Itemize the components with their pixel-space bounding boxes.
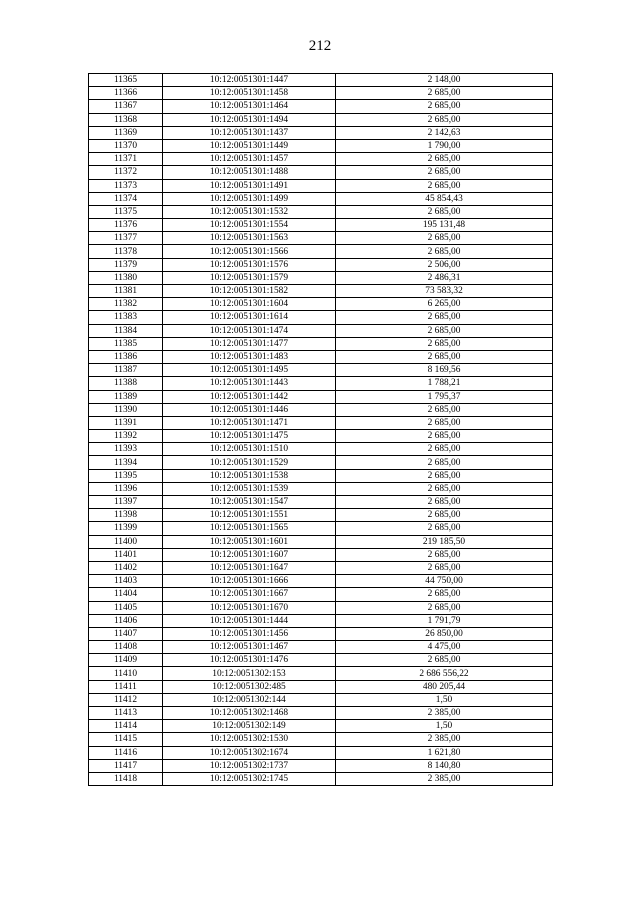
cadastral-number-cell: 10:12:0051301:1565 xyxy=(163,522,336,535)
registry-table-body xyxy=(89,74,553,786)
row-number-cell: 11381 xyxy=(89,285,163,298)
cadastral-number-cell: 10:12:0051301:1576 xyxy=(163,258,336,271)
table-row xyxy=(89,87,553,100)
cadastral-number-cell: 10:12:0051301:1483 xyxy=(163,350,336,363)
row-number-cell: 11418 xyxy=(89,772,163,785)
table-row xyxy=(89,350,553,363)
row-number-cell: 11402 xyxy=(89,561,163,574)
row-number-cell: 11383 xyxy=(89,311,163,324)
value-cell: 480 205,44 xyxy=(336,680,553,693)
table-row xyxy=(89,245,553,258)
row-number-cell: 11375 xyxy=(89,205,163,218)
value-cell: 1 788,21 xyxy=(336,377,553,390)
row-number-cell: 11377 xyxy=(89,232,163,245)
value-cell: 2 685,00 xyxy=(336,482,553,495)
cadastral-number-cell: 10:12:0051301:1647 xyxy=(163,561,336,574)
value-cell: 2 685,00 xyxy=(336,153,553,166)
table-row xyxy=(89,522,553,535)
value-cell: 2 685,00 xyxy=(336,509,553,522)
cadastral-number-cell: 10:12:0051301:1563 xyxy=(163,232,336,245)
table-row xyxy=(89,377,553,390)
cadastral-number-cell: 10:12:0051302:485 xyxy=(163,680,336,693)
value-cell: 2 685,00 xyxy=(336,100,553,113)
row-number-cell: 11376 xyxy=(89,219,163,232)
cadastral-number-cell: 10:12:0051301:1464 xyxy=(163,100,336,113)
row-number-cell: 11370 xyxy=(89,139,163,152)
value-cell: 2 685,00 xyxy=(336,469,553,482)
row-number-cell: 11417 xyxy=(89,759,163,772)
table-row xyxy=(89,667,553,680)
table-row xyxy=(89,561,553,574)
value-cell: 4 475,00 xyxy=(336,641,553,654)
row-number-cell: 11373 xyxy=(89,179,163,192)
row-number-cell: 11415 xyxy=(89,733,163,746)
value-cell: 2 148,00 xyxy=(336,74,553,87)
table-row xyxy=(89,205,553,218)
row-number-cell: 11369 xyxy=(89,126,163,139)
value-cell: 2 685,00 xyxy=(336,232,553,245)
cadastral-number-cell: 10:12:0051301:1604 xyxy=(163,298,336,311)
cadastral-number-cell: 10:12:0051301:1579 xyxy=(163,271,336,284)
row-number-cell: 11378 xyxy=(89,245,163,258)
cadastral-number-cell: 10:12:0051301:1667 xyxy=(163,588,336,601)
value-cell: 2 686 556,22 xyxy=(336,667,553,680)
cadastral-number-cell: 10:12:0051301:1510 xyxy=(163,443,336,456)
value-cell: 2 685,00 xyxy=(336,601,553,614)
cadastral-number-cell: 10:12:0051301:1474 xyxy=(163,324,336,337)
cadastral-number-cell: 10:12:0051301:1458 xyxy=(163,87,336,100)
value-cell: 2 385,00 xyxy=(336,707,553,720)
row-number-cell: 11374 xyxy=(89,192,163,205)
cadastral-number-cell: 10:12:0051301:1475 xyxy=(163,430,336,443)
table-row xyxy=(89,430,553,443)
cadastral-number-cell: 10:12:0051301:1499 xyxy=(163,192,336,205)
table-row xyxy=(89,693,553,706)
row-number-cell: 11367 xyxy=(89,100,163,113)
row-number-cell: 11387 xyxy=(89,364,163,377)
table-row xyxy=(89,720,553,733)
row-number-cell: 11395 xyxy=(89,469,163,482)
cadastral-number-cell: 10:12:0051301:1457 xyxy=(163,153,336,166)
value-cell: 2 142,63 xyxy=(336,126,553,139)
table-row xyxy=(89,654,553,667)
value-cell: 45 854,43 xyxy=(336,192,553,205)
cadastral-number-cell: 10:12:0051301:1444 xyxy=(163,614,336,627)
table-row xyxy=(89,416,553,429)
table-row xyxy=(89,733,553,746)
table-row xyxy=(89,680,553,693)
value-cell: 2 685,00 xyxy=(336,496,553,509)
value-cell: 73 583,32 xyxy=(336,285,553,298)
value-cell: 219 185,50 xyxy=(336,535,553,548)
table-row xyxy=(89,601,553,614)
cadastral-number-cell: 10:12:0051301:1477 xyxy=(163,337,336,350)
table-row xyxy=(89,535,553,548)
table-row xyxy=(89,139,553,152)
value-cell: 1 790,00 xyxy=(336,139,553,152)
cadastral-number-cell: 10:12:0051301:1670 xyxy=(163,601,336,614)
cadastral-number-cell: 10:12:0051301:1443 xyxy=(163,377,336,390)
value-cell: 2 685,00 xyxy=(336,324,553,337)
row-number-cell: 11396 xyxy=(89,482,163,495)
value-cell: 2 685,00 xyxy=(336,179,553,192)
cadastral-number-cell: 10:12:0051301:1449 xyxy=(163,139,336,152)
cadastral-number-cell: 10:12:0051301:1456 xyxy=(163,627,336,640)
table-row xyxy=(89,258,553,271)
value-cell: 8 140,80 xyxy=(336,759,553,772)
value-cell: 2 685,00 xyxy=(336,113,553,126)
value-cell: 1 795,37 xyxy=(336,390,553,403)
cadastral-number-cell: 10:12:0051301:1488 xyxy=(163,166,336,179)
cadastral-number-cell: 10:12:0051301:1666 xyxy=(163,575,336,588)
value-cell: 2 685,00 xyxy=(336,245,553,258)
value-cell: 2 385,00 xyxy=(336,733,553,746)
table-row xyxy=(89,627,553,640)
cadastral-number-cell: 10:12:0051301:1566 xyxy=(163,245,336,258)
table-row xyxy=(89,100,553,113)
value-cell: 2 685,00 xyxy=(336,522,553,535)
row-number-cell: 11400 xyxy=(89,535,163,548)
cadastral-number-cell: 10:12:0051301:1476 xyxy=(163,654,336,667)
cadastral-number-cell: 10:12:0051302:1674 xyxy=(163,746,336,759)
value-cell: 2 685,00 xyxy=(336,548,553,561)
row-number-cell: 11409 xyxy=(89,654,163,667)
cadastral-number-cell: 10:12:0051301:1446 xyxy=(163,403,336,416)
row-number-cell: 11385 xyxy=(89,337,163,350)
table-row xyxy=(89,575,553,588)
row-number-cell: 11398 xyxy=(89,509,163,522)
row-number-cell: 11394 xyxy=(89,456,163,469)
row-number-cell: 11366 xyxy=(89,87,163,100)
cadastral-number-cell: 10:12:0051302:144 xyxy=(163,693,336,706)
cadastral-number-cell: 10:12:0051301:1582 xyxy=(163,285,336,298)
cadastral-number-cell: 10:12:0051302:149 xyxy=(163,720,336,733)
table-row xyxy=(89,707,553,720)
table-row xyxy=(89,153,553,166)
table-row xyxy=(89,403,553,416)
row-number-cell: 11404 xyxy=(89,588,163,601)
table-row xyxy=(89,166,553,179)
table-row xyxy=(89,496,553,509)
value-cell: 1,50 xyxy=(336,720,553,733)
value-cell: 2 685,00 xyxy=(336,654,553,667)
row-number-cell: 11407 xyxy=(89,627,163,640)
row-number-cell: 11403 xyxy=(89,575,163,588)
row-number-cell: 11416 xyxy=(89,746,163,759)
row-number-cell: 11371 xyxy=(89,153,163,166)
value-cell: 1 621,80 xyxy=(336,746,553,759)
row-number-cell: 11391 xyxy=(89,416,163,429)
row-number-cell: 11393 xyxy=(89,443,163,456)
cadastral-number-cell: 10:12:0051301:1437 xyxy=(163,126,336,139)
value-cell: 2 685,00 xyxy=(336,337,553,350)
value-cell: 26 850,00 xyxy=(336,627,553,640)
table-row xyxy=(89,311,553,324)
row-number-cell: 11414 xyxy=(89,720,163,733)
row-number-cell: 11406 xyxy=(89,614,163,627)
table-row xyxy=(89,614,553,627)
table-row xyxy=(89,113,553,126)
table-row xyxy=(89,746,553,759)
value-cell: 195 131,48 xyxy=(336,219,553,232)
row-number-cell: 11389 xyxy=(89,390,163,403)
row-number-cell: 11408 xyxy=(89,641,163,654)
value-cell: 8 169,56 xyxy=(336,364,553,377)
value-cell: 6 265,00 xyxy=(336,298,553,311)
cadastral-number-cell: 10:12:0051302:1530 xyxy=(163,733,336,746)
value-cell: 2 385,00 xyxy=(336,772,553,785)
table-row xyxy=(89,192,553,205)
row-number-cell: 11405 xyxy=(89,601,163,614)
cadastral-number-cell: 10:12:0051301:1614 xyxy=(163,311,336,324)
table-row xyxy=(89,74,553,87)
table-row xyxy=(89,641,553,654)
row-number-cell: 11412 xyxy=(89,693,163,706)
row-number-cell: 11379 xyxy=(89,258,163,271)
cadastral-number-cell: 10:12:0051301:1491 xyxy=(163,179,336,192)
row-number-cell: 11388 xyxy=(89,377,163,390)
cadastral-number-cell: 10:12:0051301:1471 xyxy=(163,416,336,429)
cadastral-number-cell: 10:12:0051301:1607 xyxy=(163,548,336,561)
cadastral-number-cell: 10:12:0051302:153 xyxy=(163,667,336,680)
table-row xyxy=(89,324,553,337)
table-row xyxy=(89,456,553,469)
cadastral-number-cell: 10:12:0051301:1495 xyxy=(163,364,336,377)
value-cell: 2 685,00 xyxy=(336,456,553,469)
table-row xyxy=(89,772,553,785)
row-number-cell: 11386 xyxy=(89,350,163,363)
table-row xyxy=(89,509,553,522)
value-cell: 2 685,00 xyxy=(336,430,553,443)
value-cell: 2 685,00 xyxy=(336,416,553,429)
cadastral-number-cell: 10:12:0051302:1468 xyxy=(163,707,336,720)
row-number-cell: 11392 xyxy=(89,430,163,443)
table-row xyxy=(89,232,553,245)
table-row xyxy=(89,390,553,403)
cadastral-number-cell: 10:12:0051301:1529 xyxy=(163,456,336,469)
value-cell: 2 685,00 xyxy=(336,166,553,179)
row-number-cell: 11380 xyxy=(89,271,163,284)
row-number-cell: 11399 xyxy=(89,522,163,535)
table-row xyxy=(89,179,553,192)
table-row xyxy=(89,271,553,284)
row-number-cell: 11368 xyxy=(89,113,163,126)
cadastral-number-cell: 10:12:0051301:1532 xyxy=(163,205,336,218)
table-row xyxy=(89,298,553,311)
value-cell: 44 750,00 xyxy=(336,575,553,588)
value-cell: 1,50 xyxy=(336,693,553,706)
table-row xyxy=(89,285,553,298)
cadastral-number-cell: 10:12:0051301:1442 xyxy=(163,390,336,403)
table-row xyxy=(89,364,553,377)
row-number-cell: 11410 xyxy=(89,667,163,680)
table-row xyxy=(89,588,553,601)
value-cell: 2 685,00 xyxy=(336,311,553,324)
cadastral-number-cell: 10:12:0051301:1539 xyxy=(163,482,336,495)
cadastral-number-cell: 10:12:0051301:1551 xyxy=(163,509,336,522)
table-row xyxy=(89,126,553,139)
value-cell: 2 486,31 xyxy=(336,271,553,284)
row-number-cell: 11401 xyxy=(89,548,163,561)
value-cell: 2 685,00 xyxy=(336,588,553,601)
table-row xyxy=(89,337,553,350)
cadastral-number-cell: 10:12:0051302:1737 xyxy=(163,759,336,772)
table-row xyxy=(89,759,553,772)
value-cell: 2 685,00 xyxy=(336,403,553,416)
value-cell: 2 685,00 xyxy=(336,350,553,363)
value-cell: 2 685,00 xyxy=(336,443,553,456)
row-number-cell: 11382 xyxy=(89,298,163,311)
cadastral-number-cell: 10:12:0051301:1601 xyxy=(163,535,336,548)
cadastral-number-cell: 10:12:0051302:1745 xyxy=(163,772,336,785)
table-row xyxy=(89,548,553,561)
value-cell: 2 685,00 xyxy=(336,561,553,574)
table-row xyxy=(89,443,553,456)
value-cell: 2 685,00 xyxy=(336,87,553,100)
row-number-cell: 11384 xyxy=(89,324,163,337)
cadastral-number-cell: 10:12:0051301:1538 xyxy=(163,469,336,482)
table-row xyxy=(89,482,553,495)
value-cell: 1 791,79 xyxy=(336,614,553,627)
cadastral-number-cell: 10:12:0051301:1547 xyxy=(163,496,336,509)
registry-table xyxy=(88,73,553,786)
row-number-cell: 11413 xyxy=(89,707,163,720)
row-number-cell: 11365 xyxy=(89,74,163,87)
cadastral-number-cell: 10:12:0051301:1554 xyxy=(163,219,336,232)
cadastral-number-cell: 10:12:0051301:1467 xyxy=(163,641,336,654)
table-row xyxy=(89,219,553,232)
table-row xyxy=(89,469,553,482)
cadastral-number-cell: 10:12:0051301:1447 xyxy=(163,74,336,87)
page-number: 212 xyxy=(308,38,332,54)
row-number-cell: 11411 xyxy=(89,680,163,693)
row-number-cell: 11372 xyxy=(89,166,163,179)
value-cell: 2 506,00 xyxy=(336,258,553,271)
row-number-cell: 11390 xyxy=(89,403,163,416)
cadastral-number-cell: 10:12:0051301:1494 xyxy=(163,113,336,126)
value-cell: 2 685,00 xyxy=(336,205,553,218)
row-number-cell: 11397 xyxy=(89,496,163,509)
